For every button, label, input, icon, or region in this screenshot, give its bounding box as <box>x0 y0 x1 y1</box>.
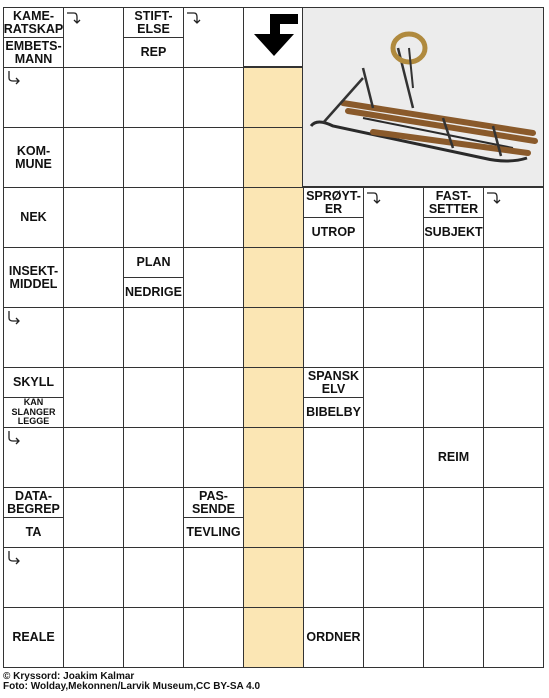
answer-cell[interactable] <box>363 487 424 548</box>
clue-sproyter: SPRØYT-ER <box>303 187 364 218</box>
arrow-down-right-icon <box>6 310 22 326</box>
answer-cell[interactable] <box>123 307 184 368</box>
answer-cell[interactable] <box>303 427 364 488</box>
answer-cell[interactable] <box>183 307 244 368</box>
answer-cell[interactable] <box>183 127 244 188</box>
arrow-right-down-icon <box>186 10 202 26</box>
answer-cell[interactable] <box>243 187 304 248</box>
answer-cell[interactable] <box>63 607 124 668</box>
answer-cell[interactable] <box>183 427 244 488</box>
clue-photo-sled <box>302 7 544 187</box>
answer-cell[interactable] <box>483 367 544 428</box>
answer-cell[interactable] <box>423 607 484 668</box>
clue-nedrige: NEDRIGE <box>123 277 184 308</box>
answer-cell[interactable] <box>63 367 124 428</box>
answer-cell[interactable] <box>423 547 484 608</box>
answer-cell[interactable] <box>63 487 124 548</box>
answer-cell[interactable] <box>423 307 484 368</box>
answer-cell[interactable] <box>423 247 484 308</box>
answer-cell[interactable] <box>483 487 544 548</box>
clue-rep: REP <box>123 37 184 68</box>
arrow-down-right-icon <box>6 70 22 86</box>
answer-cell[interactable] <box>363 427 424 488</box>
answer-cell[interactable] <box>303 247 364 308</box>
answer-cell[interactable] <box>483 307 544 368</box>
answer-cell[interactable] <box>63 307 124 368</box>
answer-cell[interactable] <box>423 487 484 548</box>
arrow-right-down-icon <box>486 190 502 206</box>
answer-cell[interactable] <box>363 307 424 368</box>
clue-bibelby: BIBELBY <box>303 397 364 428</box>
arrow-down-right-icon <box>6 430 22 446</box>
clue-plan: PLAN <box>123 247 184 278</box>
clue-fastsetter: FAST-SETTER <box>423 187 484 218</box>
answer-cell[interactable] <box>243 307 304 368</box>
answer-cell[interactable] <box>303 487 364 548</box>
answer-cell[interactable] <box>483 607 544 668</box>
answer-cell[interactable] <box>363 367 424 428</box>
answer-cell[interactable] <box>363 547 424 608</box>
clue-ordner: ORDNER <box>303 607 364 668</box>
answer-cell[interactable] <box>243 127 304 188</box>
answer-cell[interactable] <box>63 67 124 128</box>
clue-utrop: UTROP <box>303 217 364 248</box>
clue-kameratskap: KAME-RATSKAP <box>3 7 64 38</box>
arrow-right-down-icon <box>366 190 382 206</box>
answer-cell[interactable] <box>363 607 424 668</box>
clue-reim: REIM <box>423 427 484 488</box>
answer-cell[interactable] <box>183 247 244 308</box>
answer-cell[interactable] <box>63 547 124 608</box>
answer-cell[interactable] <box>243 487 304 548</box>
answer-cell[interactable] <box>63 127 124 188</box>
answer-cell[interactable] <box>63 247 124 308</box>
clue-reale: REALE <box>3 607 64 668</box>
clue-skyll: SKYLL <box>3 367 64 398</box>
answer-cell[interactable] <box>123 367 184 428</box>
answer-cell[interactable] <box>123 127 184 188</box>
clue-passende: PAS-SENDE <box>183 487 244 518</box>
answer-cell[interactable] <box>123 547 184 608</box>
solution-direction-arrow-icon <box>243 7 303 67</box>
clue-spansk-elv: SPANSK ELV <box>303 367 364 398</box>
answer-cell[interactable] <box>483 247 544 308</box>
answer-cell[interactable] <box>243 547 304 608</box>
answer-cell[interactable] <box>183 67 244 128</box>
photo-credit: Foto: Wolday,Mekonnen/Larvik Museum,CC BY-SA 4.0 <box>3 681 261 692</box>
answer-cell[interactable] <box>63 187 124 248</box>
clue-nek: NEK <box>3 187 64 248</box>
clue-databegrep: DATA-BEGREP <box>3 487 64 518</box>
answer-cell[interactable] <box>243 427 304 488</box>
clue-kan-slanger-legge: KAN SLANGER LEGGE <box>3 397 64 428</box>
answer-cell[interactable] <box>243 367 304 428</box>
clue-tevling: TEVLING <box>183 517 244 548</box>
answer-cell[interactable] <box>183 607 244 668</box>
answer-cell[interactable] <box>123 487 184 548</box>
clue-subjekt: SUBJEKT <box>423 217 484 248</box>
answer-cell[interactable] <box>303 547 364 608</box>
answer-cell[interactable] <box>183 187 244 248</box>
answer-cell[interactable] <box>303 307 364 368</box>
answer-cell[interactable] <box>423 367 484 428</box>
answer-cell[interactable] <box>483 427 544 488</box>
clue-kommune: KOM-MUNE <box>3 127 64 188</box>
clue-embetsmann: EMBETS-MANN <box>3 37 64 68</box>
arrow-right-down-icon <box>66 10 82 26</box>
answer-cell[interactable] <box>243 67 304 128</box>
clue-stiftelse: STIFT-ELSE <box>123 7 184 38</box>
answer-cell[interactable] <box>243 607 304 668</box>
answer-cell[interactable] <box>363 247 424 308</box>
answer-cell[interactable] <box>183 367 244 428</box>
answer-cell[interactable] <box>123 187 184 248</box>
answer-cell[interactable] <box>123 607 184 668</box>
answer-cell[interactable] <box>123 67 184 128</box>
answer-cell[interactable] <box>243 247 304 308</box>
answer-cell[interactable] <box>63 427 124 488</box>
answer-cell[interactable] <box>183 547 244 608</box>
author-credit: © Kryssord: Joakim Kalmar <box>3 671 135 682</box>
arrow-down-right-icon <box>6 550 22 566</box>
answer-cell[interactable] <box>483 547 544 608</box>
clue-ta: TA <box>3 517 64 548</box>
answer-cell[interactable] <box>123 427 184 488</box>
clue-insektmiddel: INSEKT-MIDDEL <box>3 247 64 308</box>
